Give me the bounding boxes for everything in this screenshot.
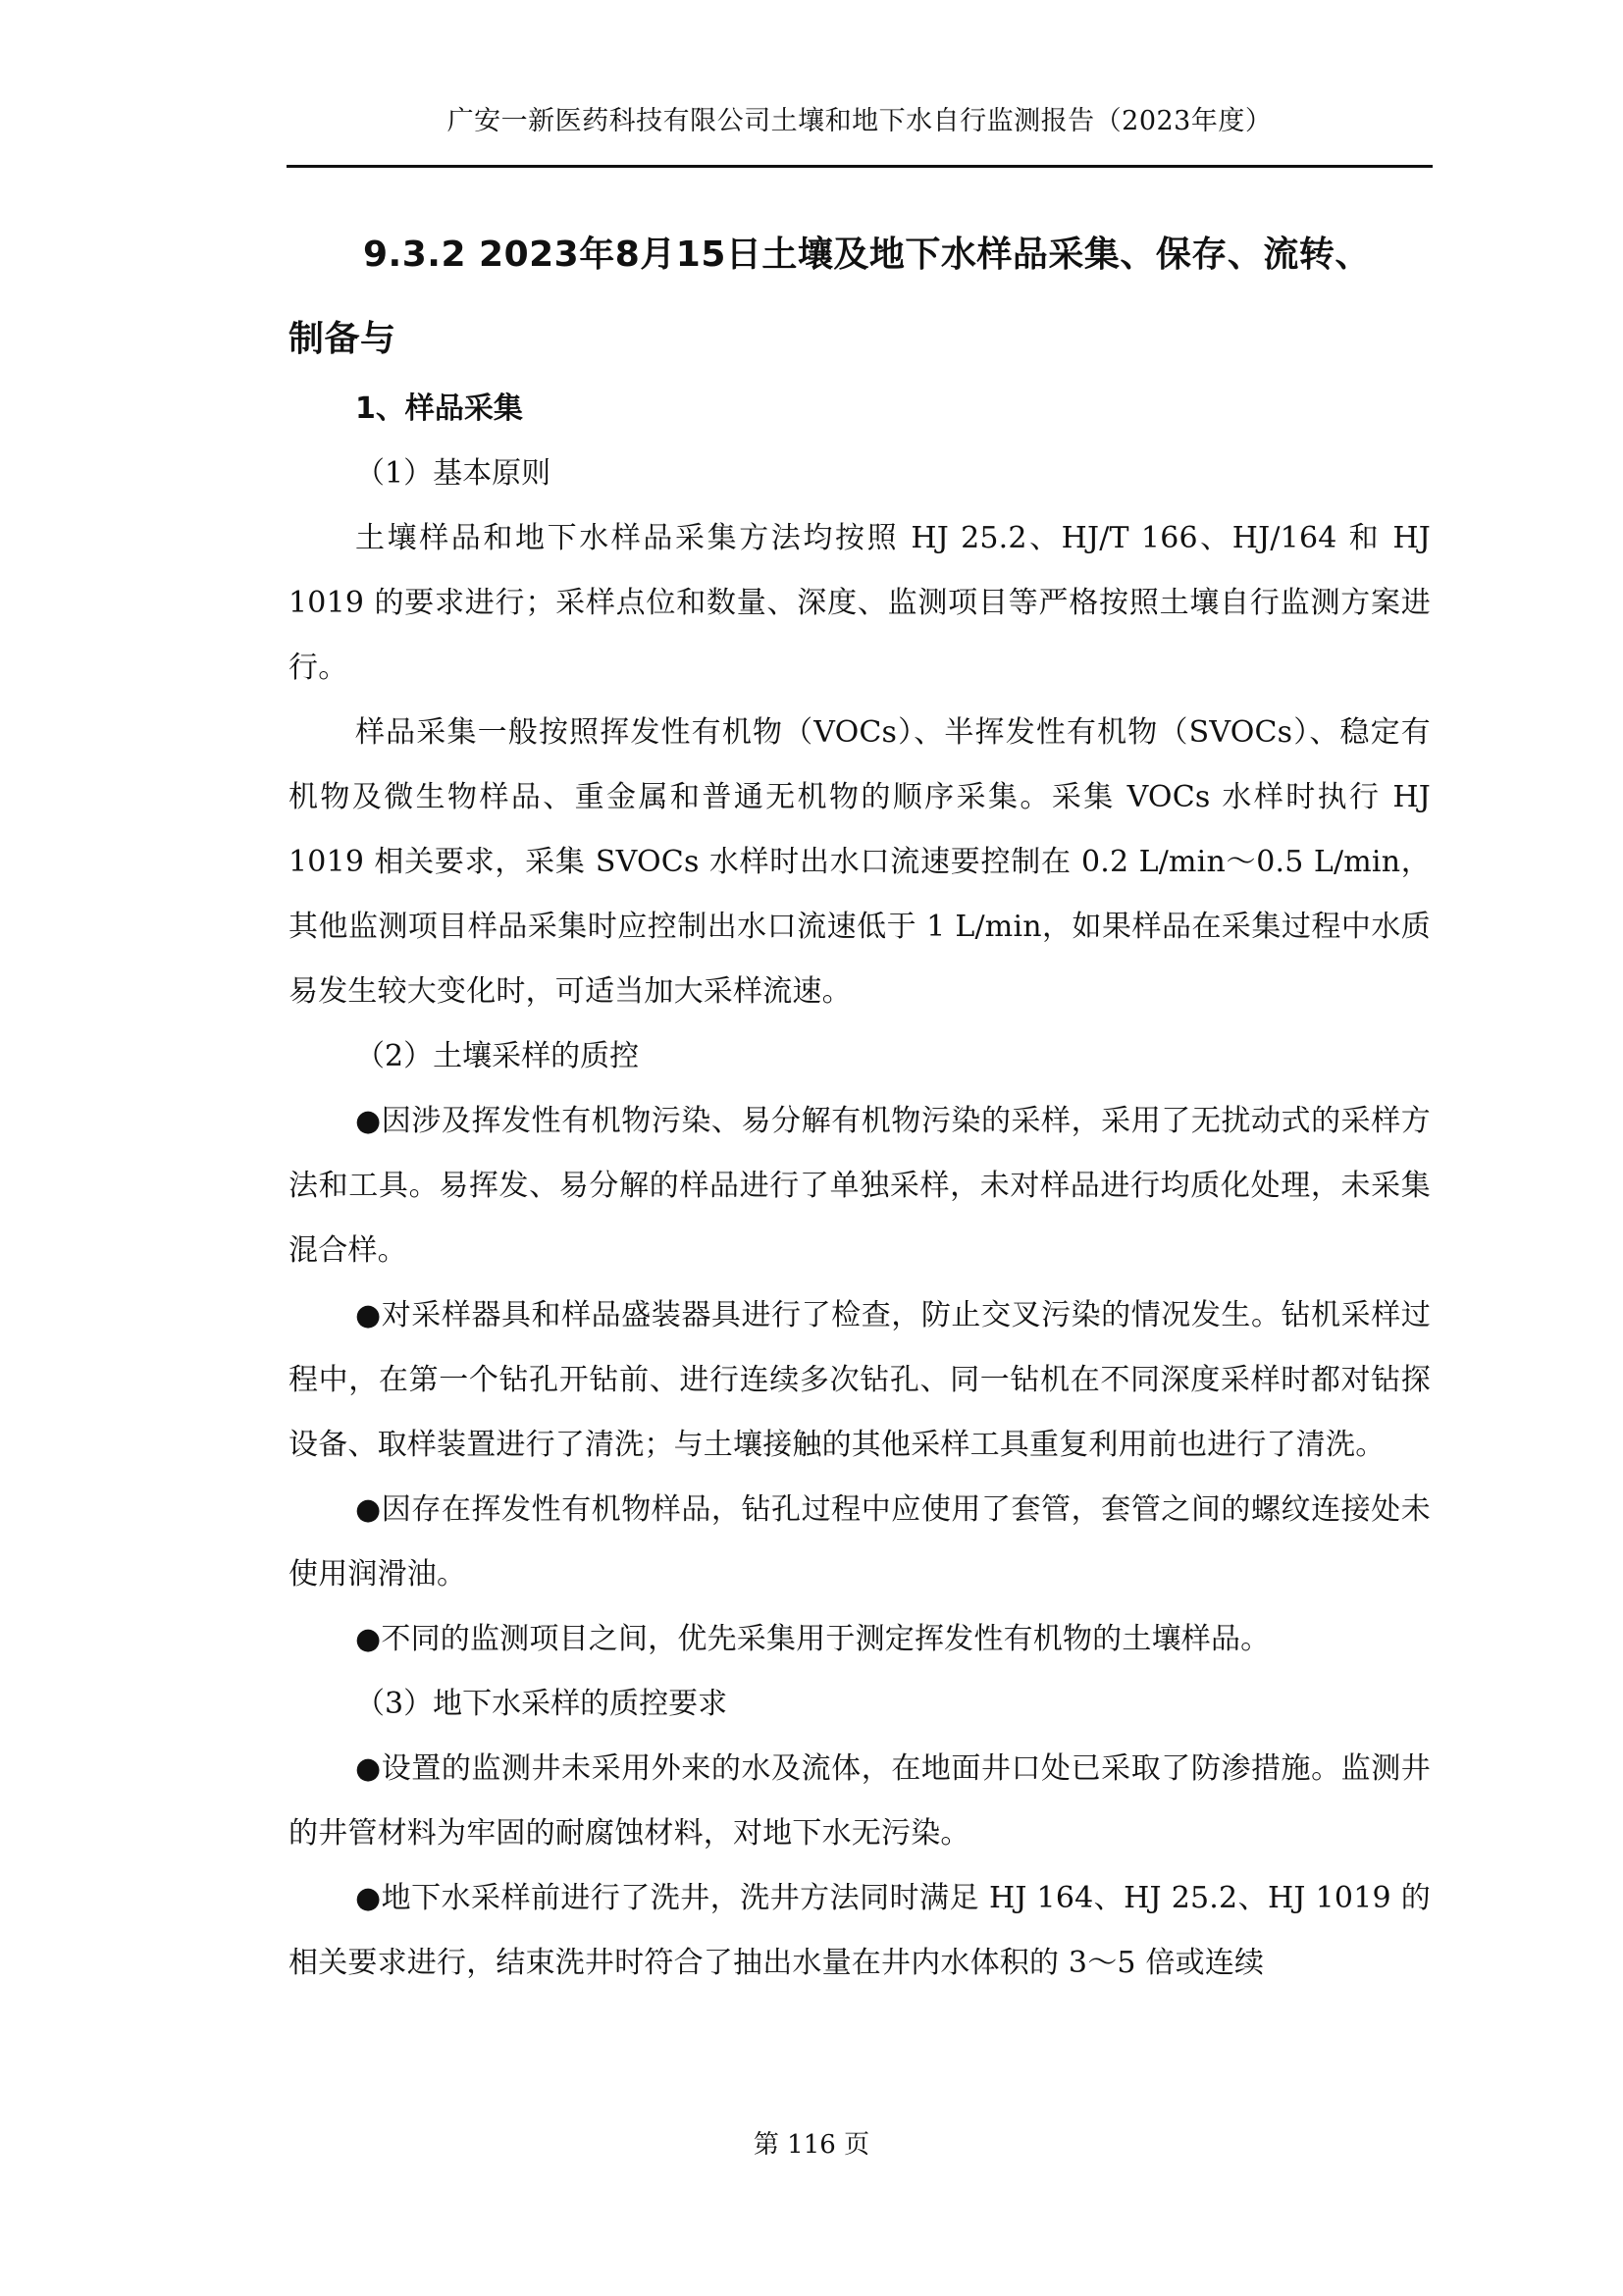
bullet-paragraph: ●对采样器具和样品盛装器具进行了检查，防止交叉污染的情况发生。钻机采样过程中，在第一个钻孔开钻前、进行连续多次钻孔、同一钻机在不同深度采样时都对钻探设备、取样装置进行了清洗；与土壤接触的其他采样工具重复利用前也进行了清洗。 xyxy=(288,1298,1431,1462)
header-rule xyxy=(287,165,1433,168)
page-number: 第 116 页 xyxy=(753,2130,870,2160)
bullet-paragraph: ●不同的监测项目之间，优先采集用于测定挥发性有机物的土壤样品。 xyxy=(355,1622,1271,1656)
section-title: 9.3.2 2023年8月15日土壤及地下水样品采集、保存、流转、 xyxy=(363,235,1371,275)
bullet-paragraph: ●因涉及挥发性有机物污染、易分解有机物污染的采样，采用了无扰动式的采样方法和工具。易挥发、易分解的样品进行了单独采样，未对样品进行均质化处理，未采集混合样。 xyxy=(288,1104,1431,1268)
paragraph-sampling-order: 样品采集一般按照挥发性有机物（VOCs）、半挥发性有机物（SVOCs）、稳定有机物及微生物样品、重金属和普通无机物的顺序采集。采集 VOCs 水样时执行 HJ 1019 相关要求，采集 SVOCs 水样时出水口流速要控制在 0.2 L/min～0.5 L/min，其他监测项目样品采集时应控制出水口流速低于 1 L/min，如果样品在采集过程中水质易发生较大变化时，可适当加大采样流速。 xyxy=(288,715,1431,1009)
clause-heading-soil-qc: （2）土壤采样的质控 xyxy=(355,1039,640,1073)
page-body xyxy=(288,220,1431,1996)
running-header: 广安一新医药科技有限公司土壤和地下水自行监测报告（2023年度） xyxy=(446,106,1273,136)
clause-heading-basic-principle: （1）基本原则 xyxy=(355,456,551,491)
section-title-continued: 制备与 xyxy=(288,319,396,359)
bullet-paragraph: ●地下水采样前进行了洗井，洗井方法同时满足 HJ 164、HJ 25.2、HJ 1019 的相关要求进行，结束洗井时符合了抽出水量在井内水体积的 3～5 倍或连续 xyxy=(288,1881,1431,1980)
clause-heading-groundwater-qc: （3）地下水采样的质控要求 xyxy=(355,1687,728,1721)
subsection-title: 1、样品采集 xyxy=(355,391,523,426)
bullet-paragraph: ●因存在挥发性有机物样品，钻孔过程中应使用了套管，套管之间的螺纹连接处未使用润滑油。 xyxy=(288,1492,1431,1592)
paragraph-sampling-standards: 土壤样品和地下水样品采集方法均按照 HJ 25.2、HJ/T 166、HJ/164 和 HJ 1019 的要求进行；采样点位和数量、深度、监测项目等严格按照土壤自行监测方案进行。 xyxy=(288,521,1431,685)
bullet-paragraph: ●设置的监测井未采用外来的水及流体，在地面井口处已采取了防渗措施。监测井的井管材料为牢固的耐腐蚀材料，对地下水无污染。 xyxy=(288,1751,1431,1851)
